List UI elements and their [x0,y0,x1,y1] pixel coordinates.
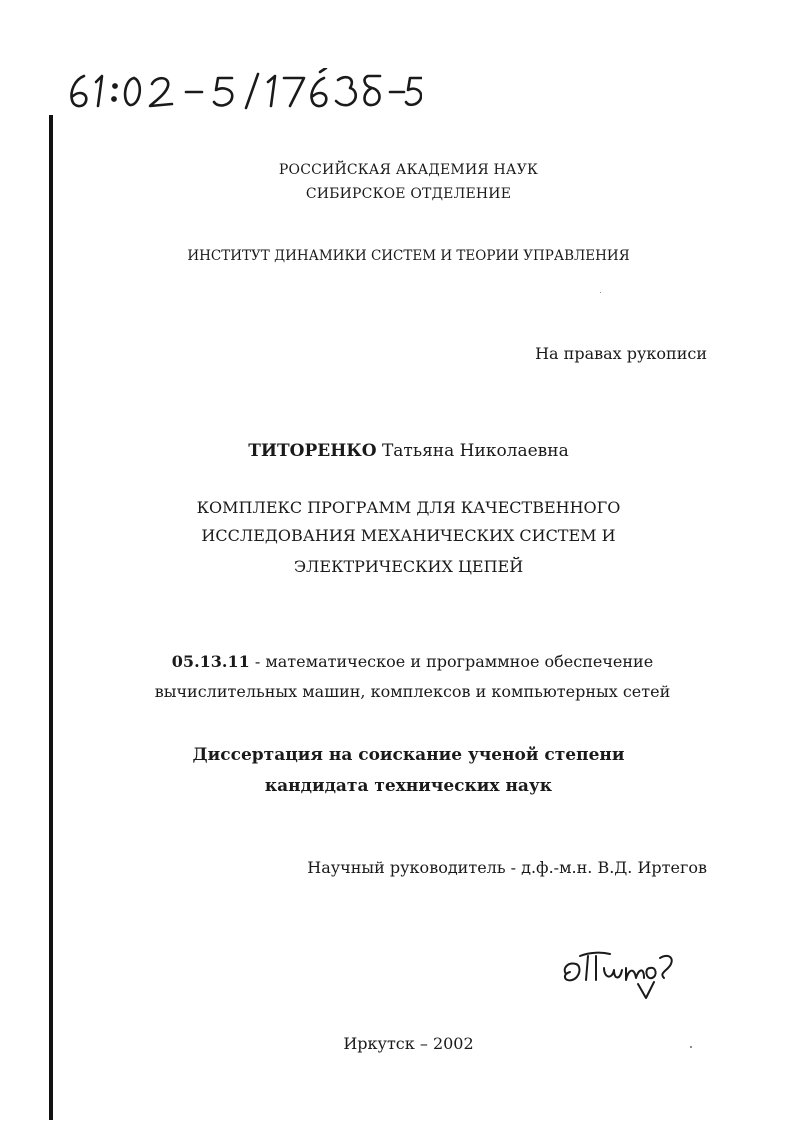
degree-line-2: кандидата технических наук [264,776,553,796]
title-line-2: ИССЛЕДОВАНИЯ МЕХАНИЧЕСКИХ СИСТЕМ И [201,526,616,545]
specialty-code: 05.13.11 [171,652,250,671]
author-surname: ТИТОРЕНКО [248,441,377,461]
specialty-description: - математическое и программное обеспечение [249,652,654,671]
author-given-names: Татьяна Николаевна [381,441,569,461]
scan-speck [690,1046,692,1048]
binding-edge [49,115,53,1120]
archive-code-text: 61:02-5/1763б-5 [62,68,71,69]
degree-line-1: Диссертация на соискание ученой степени [192,745,625,765]
handwritten-signature [560,938,680,1004]
title-line-3: ЭЛЕКТРИЧЕСКИХ ЦЕПЕЙ [293,557,524,576]
institute-name: ИНСТИТУТ ДИНАМИКИ СИСТЕМ И ТЕОРИИ УПРАВЛЕНИЯ [187,248,630,264]
handwritten-archive-code [62,68,422,112]
author-name [12,441,793,461]
rights-note: На правах рукописи [535,344,707,363]
title-line-1: КОМПЛЕКС ПРОГРАММ ДЛЯ КАЧЕСТВЕННОГО [196,498,621,517]
specialty-line-1 [16,652,793,671]
specialty-line-2: вычислительных машин, комплексов и компьютерных сетей [154,682,671,701]
supervisor: Научный руководитель - д.ф.-м.н. В.Д. Иртегов [307,858,707,877]
scan-speck [600,292,601,293]
place-and-year: Иркутск – 2002 [343,1034,474,1053]
organization-line-2: СИБИРСКОЕ ОТДЕЛЕНИЕ [305,186,512,202]
organization-line-1: РОССИЙСКАЯ АКАДЕМИЯ НАУК [278,162,539,178]
